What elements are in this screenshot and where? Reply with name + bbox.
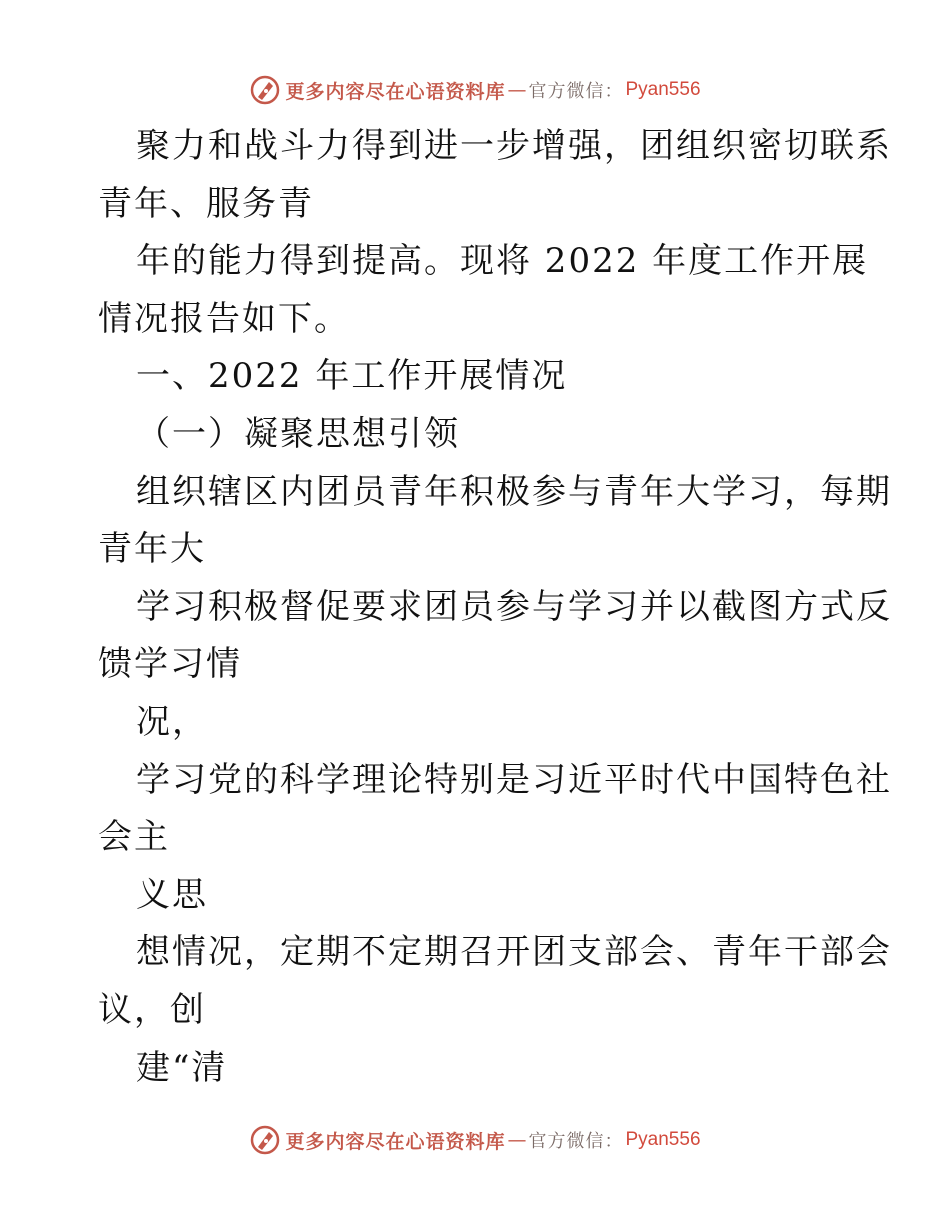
header-banner bbox=[0, 70, 950, 110]
text-line: 组织辖区内团员青年积极参与青年大学习，每期 bbox=[136, 471, 892, 512]
footer-banner bbox=[0, 1120, 950, 1160]
banner-wechat-id: Pyan556 bbox=[625, 1129, 701, 1150]
section-heading: 一、2022 年工作开展情况 bbox=[136, 356, 568, 397]
banner-main-text: 更多内容尽在心语资料库 bbox=[285, 1130, 506, 1153]
text-line: 建“清 bbox=[136, 1047, 228, 1088]
text-line: 聚力和战斗力得到进一步增强，团组织密切联系 bbox=[136, 126, 892, 166]
text-line: 议，创 bbox=[98, 989, 206, 1030]
banner-wechat-label: 官方微信： bbox=[528, 81, 624, 102]
text-line: 青年、服务青 bbox=[98, 183, 314, 224]
text-line: 想情况，定期不定期召开团支部会、青年干部会 bbox=[136, 932, 892, 973]
banner-wechat-id: Pyan556 bbox=[625, 79, 701, 100]
pen-tip-logo-icon bbox=[249, 1124, 281, 1156]
text-line: 学习积极督促要求团员参与学习并以截图方式反 bbox=[136, 586, 892, 627]
text-line: 情况报告如下。 bbox=[98, 298, 350, 339]
text-line: 学习党的科学理论特别是习近平时代中国特色社 bbox=[136, 759, 892, 800]
text-line: 会主 bbox=[98, 817, 170, 858]
document-body bbox=[98, 118, 892, 1097]
text-line: 馈学习情 bbox=[98, 644, 242, 685]
banner-wechat-label: 官方微信： bbox=[528, 1131, 624, 1152]
subsection-heading: （一）凝聚思想引领 bbox=[136, 413, 460, 454]
text-line: 况， bbox=[136, 701, 208, 742]
text-line: 义思 bbox=[136, 874, 208, 915]
pen-tip-logo-icon bbox=[249, 74, 281, 106]
text-line: 年的能力得到提高。现将 2022 年度工作开展 bbox=[136, 241, 869, 282]
banner-separator: — bbox=[507, 1129, 527, 1151]
text-line: 青年大 bbox=[98, 529, 206, 570]
banner-main-text: 更多内容尽在心语资料库 bbox=[285, 80, 506, 103]
banner-separator: — bbox=[507, 79, 527, 101]
